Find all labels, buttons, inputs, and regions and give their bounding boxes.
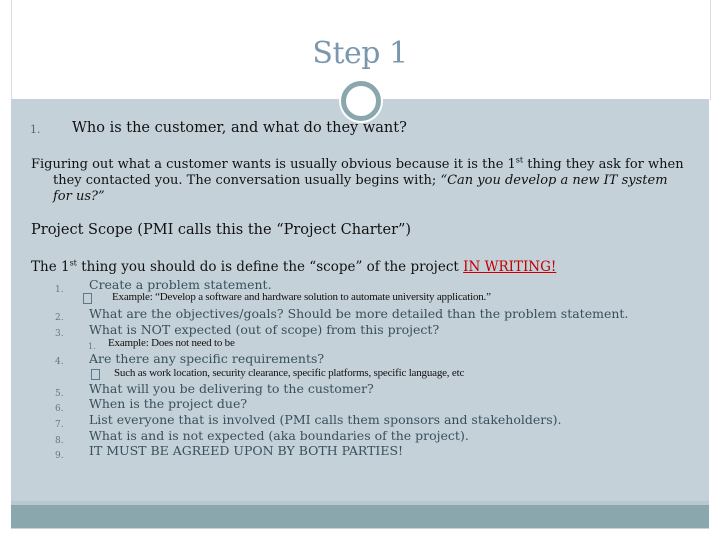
- list-item: Create a problem statement.: [89, 277, 272, 292]
- scope-heading: Project Scope (PMI calls this the “Project Charter”): [31, 222, 412, 238]
- list-item: When is the project due?: [89, 396, 248, 411]
- question-heading: Who is the customer, and what do they want?: [72, 120, 407, 136]
- item-number: 7.: [55, 420, 64, 430]
- paragraph-line3: [31, 189, 105, 204]
- item-number: 9.: [55, 451, 64, 461]
- paragraph-line1-b: thing they ask for when: [523, 157, 684, 172]
- list-item: What are the objectives/goals? Should be more detailed than the problem statement.: [89, 306, 629, 321]
- checkbox-bullet-icon: [91, 369, 100, 380]
- item-number: 5.: [55, 389, 64, 399]
- in-writing-emphasis: IN WRITING!: [463, 259, 557, 275]
- paragraph-line1: [31, 157, 684, 172]
- list-item: Are there any specific requirements?: [89, 351, 325, 366]
- bottom-line: [11, 528, 709, 529]
- first-thing-line: [31, 259, 556, 275]
- item-number: 1.: [55, 285, 64, 295]
- checkbox-bullet-icon: [83, 293, 92, 304]
- sub-number: 1.: [88, 342, 96, 351]
- list-item: List everyone that is involved (PMI calls them sponsors and stakeholders).: [89, 412, 562, 427]
- first-thing-a: The 1: [31, 259, 70, 275]
- paragraph-line2-a: they contacted you. The conversation usually begins with;: [53, 173, 441, 188]
- item-number: 4.: [55, 357, 64, 367]
- paragraph-line1-a: Figuring out what a customer wants is usually obvious because it is the 1: [31, 157, 516, 172]
- first-thing-sup: st: [69, 258, 77, 268]
- paragraph-line3-italic: for us?”: [53, 189, 105, 204]
- footer-band-dark: [11, 505, 709, 528]
- paragraph-line2-italic: “Can you develop a new IT system: [440, 173, 668, 188]
- circle-ornament-icon: [341, 81, 381, 121]
- intro-paragraph: [31, 157, 691, 205]
- sub-example: Such as work location, security clearance, specific platforms, specific language, etc: [114, 367, 465, 379]
- paragraph-line2: [31, 173, 668, 188]
- paragraph-sup: st: [515, 155, 524, 165]
- list-item: What will you be delivering to the customer?: [89, 381, 374, 396]
- sub-example: Example: “Develop a software and hardware solution to automate university application.”: [112, 291, 491, 303]
- first-thing-b: thing you should do is define the “scope” of the project: [76, 259, 464, 275]
- slide-title: Step 1: [312, 36, 408, 71]
- sub-example: Example: Does not need to be: [108, 337, 235, 349]
- item-number: 2.: [55, 313, 64, 323]
- item-number: 3.: [55, 329, 64, 339]
- item-number: 6.: [55, 404, 64, 414]
- list-item: What is and is not expected (aka boundaries of the project).: [89, 428, 469, 443]
- list-item: IT MUST BE AGREED UPON BY BOTH PARTIES!: [89, 443, 404, 458]
- item-number: 8.: [55, 436, 64, 446]
- list-item: What is NOT expected (out of scope) from this project?: [89, 322, 440, 337]
- question-number: 1.: [30, 123, 41, 136]
